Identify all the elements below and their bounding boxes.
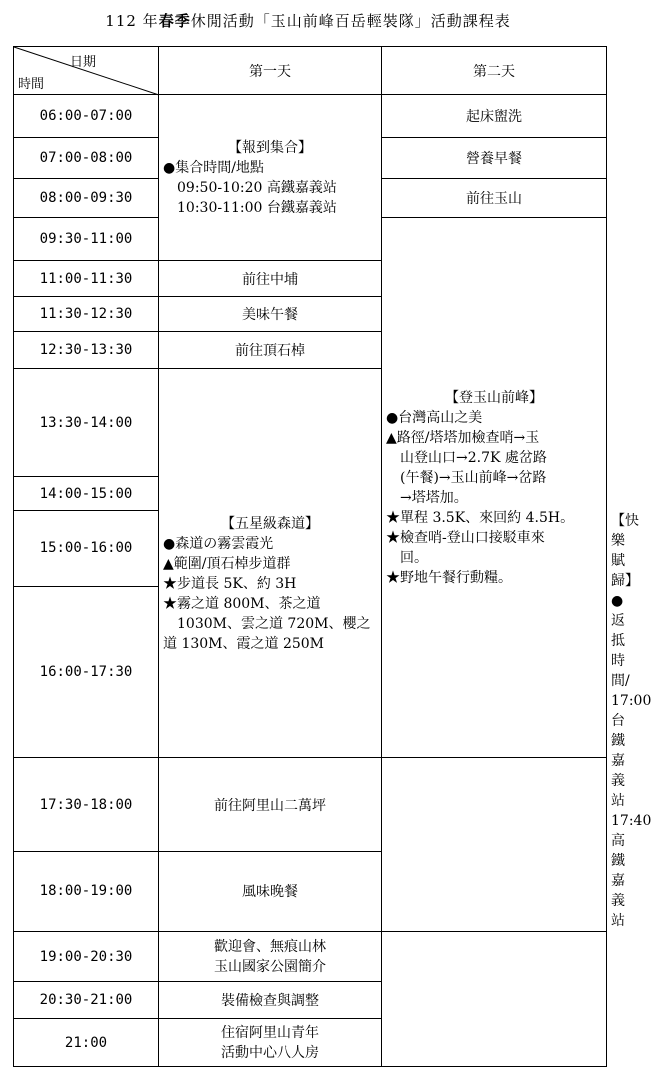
time-cell: 16:00-17:30 bbox=[14, 586, 159, 758]
page-title: 112 年春季休閒活動「玉山前峰百岳輕裝隊」活動課程表 bbox=[105, 12, 511, 30]
time-cell: 21:00 bbox=[14, 1019, 159, 1067]
day1-dinner-cell: 風味晚餐 bbox=[159, 851, 382, 931]
climb-line: 山登山口→2.7K 處岔路 bbox=[400, 449, 547, 466]
climb-line: ★檢查哨-登山口接駁車來 bbox=[386, 529, 545, 546]
header-day1: 第一天 bbox=[159, 47, 382, 95]
forest-line: ★步道長 5K、約 3H bbox=[163, 576, 297, 593]
time-cell: 09:30-11:00 bbox=[14, 218, 159, 261]
table-row bbox=[14, 851, 607, 931]
time-cell: 14:00-15:00 bbox=[14, 477, 159, 511]
day1-to-dingshizhuo-cell: 前往頂石棹 bbox=[159, 332, 382, 369]
day2-climb-cell bbox=[382, 218, 607, 758]
climb-line: (午餐)→玉山前峰→岔路 bbox=[400, 469, 547, 486]
schedule-table bbox=[13, 46, 651, 1067]
assembly-title: 【報到集合】 bbox=[228, 139, 312, 156]
forest-line: ●森道の霧雲霞光 bbox=[163, 536, 274, 553]
climb-line: ●台灣高山之美 bbox=[386, 409, 483, 426]
forest-line: ▲範圍/頂石棹步道群 bbox=[163, 556, 291, 573]
table-row: 15:00-16:00 【快樂賦歸】 ●返抵時間/ 17:00 台鐵嘉義站 17:40 高鐵嘉義站 bbox=[14, 511, 607, 587]
header-date-label: 日期 bbox=[69, 55, 96, 70]
time-cell: 20:30-21:00 bbox=[14, 982, 159, 1019]
time-cell: 12:30-13:30 bbox=[14, 332, 159, 369]
climb-line: ★野地午餐行動糧。 bbox=[386, 569, 512, 586]
header-time-label: 時間 bbox=[18, 77, 45, 92]
lodging-line: 住宿阿里山青年 bbox=[221, 1024, 319, 1041]
time-cell: 17:30-18:00 bbox=[14, 758, 159, 852]
table-row bbox=[14, 95, 607, 138]
time-cell: 13:30-14:00 bbox=[14, 369, 159, 477]
climb-title: 【登玉山前峰】 bbox=[445, 389, 543, 406]
time-cell: 07:00-08:00 bbox=[14, 138, 159, 179]
day1-to-alishan-cell: 前往阿里山二萬坪 bbox=[159, 758, 382, 852]
table-row bbox=[14, 932, 607, 982]
climb-line: ★單程 3.5K、來回約 4.5H。 bbox=[386, 509, 575, 526]
time-cell: 08:00-09:30 bbox=[14, 179, 159, 218]
day2-breakfast-cell: 營養早餐 bbox=[382, 138, 607, 179]
assembly-line: 09:50-10:20 高鐵嘉義站 bbox=[177, 179, 337, 196]
time-cell: 11:00-11:30 bbox=[14, 261, 159, 297]
climb-line: →塔塔加。 bbox=[400, 489, 468, 506]
climb-line: ▲路徑/塔塔加檢查哨→玉 bbox=[386, 429, 540, 446]
forest-line: 道 130M、霞之道 250M bbox=[163, 636, 325, 653]
day2-empty-cell bbox=[382, 932, 607, 1067]
forest-line: ★霧之道 800M、茶之道 bbox=[163, 596, 321, 613]
day1-lodging-cell bbox=[159, 1019, 382, 1067]
day1-welcome-cell bbox=[159, 932, 382, 982]
day1-assembly-cell bbox=[159, 95, 382, 261]
assembly-line: ●集合時間/地點 bbox=[163, 159, 264, 176]
time-cell: 06:00-07:00 bbox=[14, 95, 159, 138]
time-cell: 18:00-19:00 bbox=[14, 851, 159, 931]
lodging-line: 活動中心八人房 bbox=[221, 1044, 319, 1061]
day1-gear-check-cell: 裝備檢查與調整 bbox=[159, 982, 382, 1019]
welcome-line: 玉山國家公園簡介 bbox=[214, 958, 326, 975]
header-corner-cell bbox=[14, 47, 159, 95]
time-cell: 11:30-12:30 bbox=[14, 297, 159, 332]
header-day2: 第二天 bbox=[382, 47, 607, 95]
climb-line: 回。 bbox=[400, 549, 428, 566]
day2-to-yushan-cell: 前往玉山 bbox=[382, 179, 607, 218]
day2-wakeup-cell: 起床盥洗 bbox=[382, 95, 607, 138]
assembly-line: 10:30-11:00 台鐵嘉義站 bbox=[177, 199, 337, 216]
time-cell: 19:00-20:30 bbox=[14, 932, 159, 982]
forest-title: 【五星級森道】 bbox=[221, 516, 319, 533]
day1-forest-cell bbox=[159, 369, 382, 758]
time-cell: 15:00-16:00 bbox=[14, 511, 159, 587]
day1-lunch-cell: 美味午餐 bbox=[159, 297, 382, 332]
day1-to-zhongpu-cell: 前往中埔 bbox=[159, 261, 382, 297]
forest-line: 1030M、雲之道 720M、櫻之 bbox=[177, 616, 371, 633]
welcome-line: 歡迎會、無痕山林 bbox=[214, 938, 326, 955]
header-row bbox=[14, 47, 607, 95]
table-row bbox=[14, 758, 607, 852]
